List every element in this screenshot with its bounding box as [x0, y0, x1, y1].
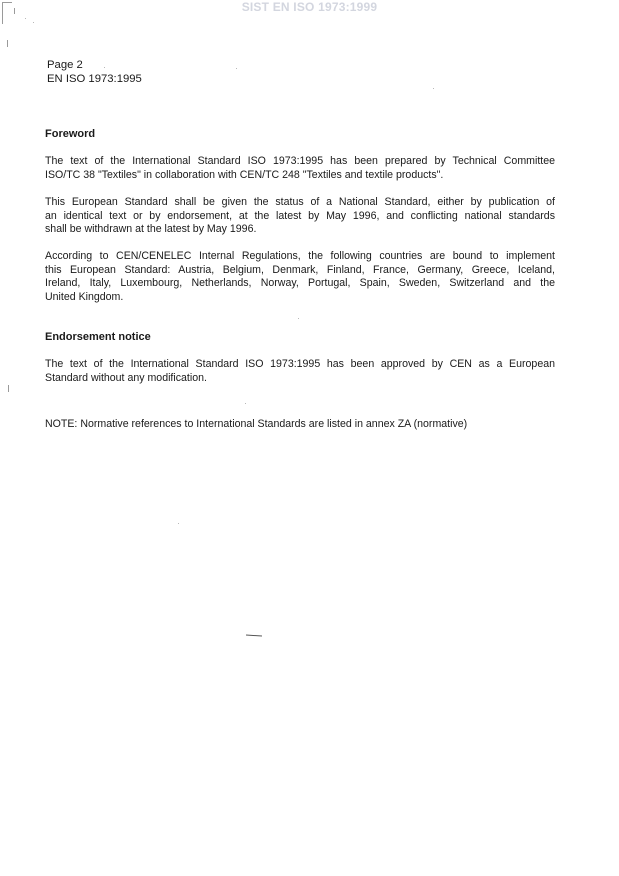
text-line: United Kingdom.: [45, 290, 124, 303]
scan-speck: [245, 403, 246, 404]
text-line: ISO/TC 38 "Textiles" in collaboration with CEN/TC 248 "Textiles and textile products".: [45, 168, 444, 181]
document-id: EN ISO 1973:1995: [47, 73, 142, 85]
scan-speck: [298, 318, 299, 319]
scan-speck: [33, 22, 34, 23]
text-line: The text of the International Standard ISO 1973:1995 has been prepared by Technical Committee: [45, 155, 555, 167]
text-line: NOTE: Normative references to International Standards are listed in annex ZA (normative): [45, 418, 468, 430]
foreword-paragraph-2: [45, 196, 555, 237]
page-number: Page 2: [47, 59, 83, 71]
text-line: According to CEN/CENELEC Internal Regulations, the following countries are bound to implement: [45, 250, 555, 262]
scan-artifact: [2, 2, 3, 24]
scan-artifact: [14, 8, 15, 14]
text-line: shall be withdrawn at the latest by May 1996.: [45, 223, 257, 235]
text-line: an identical text or by endorsement, at the latest by May 1996, and conflicting national standards: [45, 209, 555, 222]
foreword-paragraph-3: [45, 250, 555, 304]
text-line: Standard without any modification.: [45, 371, 207, 384]
scan-speck: [433, 88, 434, 89]
scan-speck: [236, 68, 237, 69]
watermark: SIST EN ISO 1973:1999: [241, 0, 378, 14]
text-line: this European Standard: Austria, Belgium, Denmark, Finland, France, Germany, Greece, Iceland,: [45, 263, 555, 276]
scan-speck: [25, 18, 26, 19]
scan-dash-mark: [246, 634, 262, 636]
endorsement-paragraph: [45, 358, 555, 385]
normative-note: [45, 418, 555, 432]
text-line: Ireland, Italy, Luxembourg, Netherlands, Norway, Portugal, Spain, Sweden, Switzerland and the: [45, 277, 555, 289]
foreword-paragraph-1: [45, 155, 555, 182]
foreword-heading: Foreword: [45, 128, 96, 140]
endorsement-heading: Endorsement notice: [45, 331, 151, 343]
page-header: [47, 58, 142, 86]
scan-artifact: [2, 2, 12, 3]
text-line: This European Standard shall be given the status of a National Standard, either by publication of: [45, 196, 555, 208]
scan-artifact: [7, 40, 8, 47]
text-line: The text of the International Standard ISO 1973:1995 has been approved by CEN as a European: [45, 358, 555, 370]
scan-artifact: [8, 385, 9, 392]
scan-speck: [178, 523, 179, 524]
